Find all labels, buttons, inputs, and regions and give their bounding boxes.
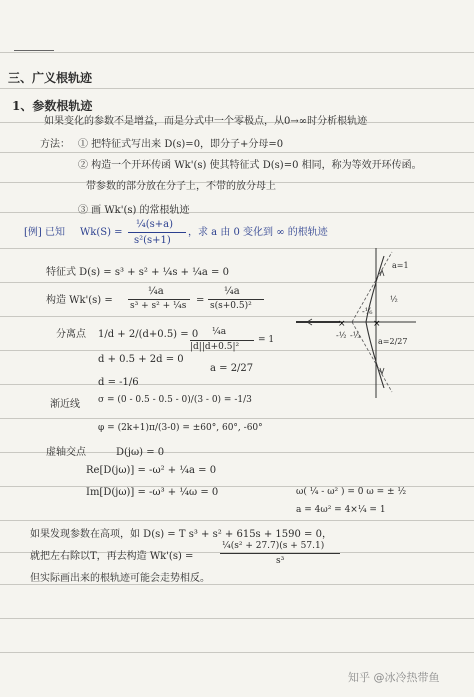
section-title: 三、广义根轨迹 [8,71,93,85]
plot-label-neg-sixth: -⅙ [362,307,373,316]
imag-result-1: ω( ¼ - ω² ) = 0 ω = ± ½ [296,487,407,497]
imag-axis-eq: D(jω) = 0 [116,447,165,458]
pole-marker-origin: × [373,319,381,329]
high-order-num: ¼(s² + 27.7)(s + 57.1) [222,541,325,551]
asymptote-phi: φ = (2k+1)π/(3-0) = ±60°, 60°, -60° [98,423,263,433]
example-W: Wk(S) = [80,227,123,238]
method-step-3: ③ 画 Wk'(s) 的常根轨迹 [78,205,190,216]
sep-k-eq: = 1 [258,335,275,345]
construct-num-2: ¼a [224,286,240,297]
example-denominator: s²(s+1) [134,235,171,246]
sep-k-den: |d||d+0.5|² [190,342,240,352]
construct-den-2: s(s+0.5)² [210,301,252,311]
intro-line: 如果变化的参数不是增益，而是分式中一个零极点，从0→∞时分析根轨迹 [44,116,368,127]
construct-equals: = [196,295,205,306]
plot-label-neg-half: -½ [336,331,347,340]
construct-den-1: s³ + s² + ¼s [130,301,187,311]
watermark: 知乎 @冰冷热带鱼 [348,671,440,684]
high-order-den: s³ [276,556,285,566]
arrow-up-icon [380,270,384,276]
locus-branch-lower [366,322,384,388]
example-numerator: ¼(s+a) [136,219,173,230]
imag-axis-label: 虚轴交点 [46,447,86,458]
separation-eq-3: d = -1/6 [98,377,139,388]
separation-eq-2: d + 0.5 + 2d = 0 [98,354,184,365]
construct-label: 构造 Wk'(s) = [46,295,113,306]
example-task: ，求 a 由 0 变化到 ∞ 的根轨迹 [188,227,328,238]
characteristic-equation: 特征式 D(s) = s³ + s² + ¼s + ¼a = 0 [46,267,229,278]
method-step-2-cont: 带参数的部分放在分子上，不带的放分母上 [86,181,276,192]
arrow-down-icon [380,368,384,374]
real-part-eq: Re[D(jω)] = -ω² + ¼a = 0 [86,465,217,476]
plot-label-a1: a=1 [392,261,409,270]
high-order-line-1: 如果发现参数在高项，如 D(s) = T s³ + s² + 615s + 1590 = 0， [30,529,332,540]
plot-label-half: ½ [390,295,398,304]
plot-label-a-value: a=2/27 [378,337,408,346]
high-order-line-2: 就把左右除以T，再去构造 Wk'(s) = [30,551,194,562]
imag-part-eq: Im[D(jω)] = -ω³ + ¼ω = 0 [86,487,219,498]
asymptote-sigma: σ = (0 - 0.5 - 0.5 - 0)/(3 - 0) = -1/3 [98,395,252,405]
construct-num-1: ¼a [148,286,164,297]
imag-result-2: a = 4ω² = 4×¼ = 1 [296,505,386,515]
separation-label: 分离点 [56,329,86,340]
plot-label-neg-third: -⅓ [350,331,361,340]
asymptote-label: 渐近线 [50,399,80,410]
sep-k-num: ¼a [212,327,227,337]
method-step-1: ① 把特征式写出来 D(s)=0，即分子+分母=0 [78,139,284,150]
method-label: 方法： [40,139,70,150]
example-label: [例] 已知 [24,227,65,238]
pole-marker-half: × [338,319,346,329]
subsection-title: 1、参数根轨迹 [12,99,93,113]
sep-a-value: a = 2/27 [210,363,254,374]
method-step-2: ② 构造一个开环传函 Wk'(s) 使其特征式 D(s)=0 相同，称为等效开环传函。 [78,160,422,171]
separation-eq-1: 1/d + 2/(d+0.5) = 0 [98,329,199,340]
high-order-line-3: 但实际画出来的根轨迹可能会走势相反。 [30,573,210,584]
